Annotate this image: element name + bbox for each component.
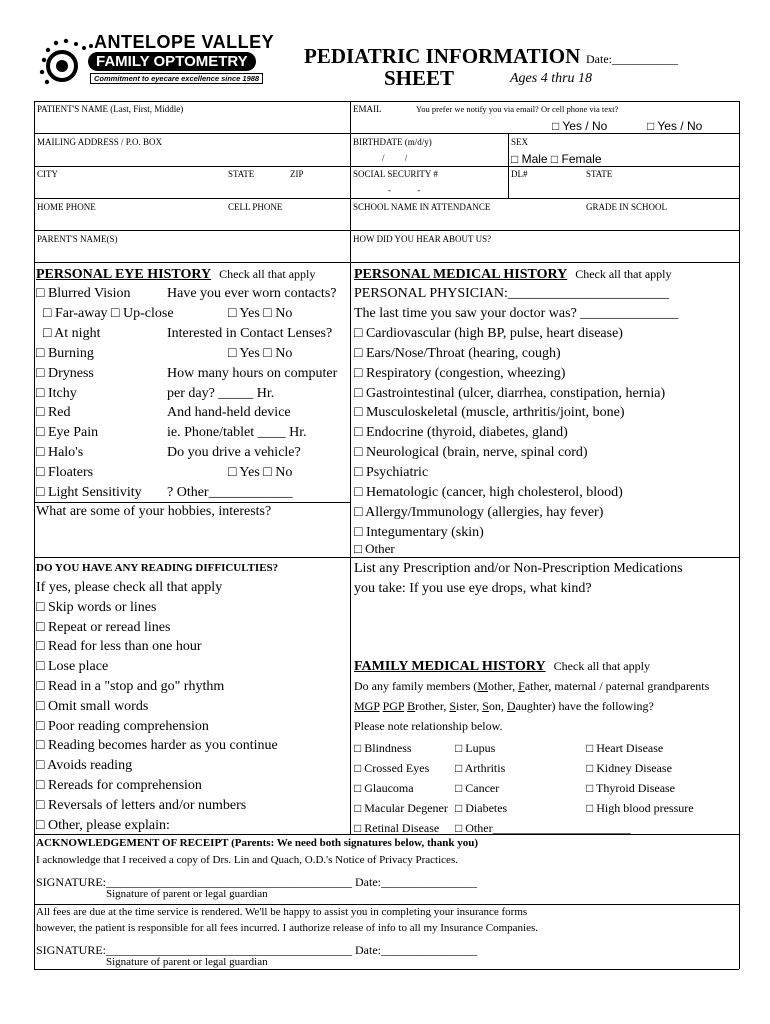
intro-text: aughter) have the following?: [515, 699, 654, 713]
computer-hours-field[interactable]: per day? _____ Hr.: [167, 385, 275, 401]
acknowledgement-signature-field[interactable]: SIGNATURE:_________________________________________ Date:________________: [36, 875, 477, 889]
fees-line1: All fees are due at the time service is rendered. We'll be happy to assist you in completing your insurance forms: [36, 906, 528, 918]
intro-text: other,: [487, 679, 519, 693]
contact-interest-yes-no-checkbox[interactable]: □ Yes □ No: [228, 345, 293, 361]
form-title-line2: SHEET: [384, 66, 455, 90]
device-hours-field[interactable]: ie. Phone/tablet ____ Hr.: [167, 425, 307, 441]
medications-line1: List any Prescription and/or Non-Prescription Medications: [354, 561, 683, 576]
reading-checkbox[interactable]: □ Read in a "stop and go" rhythm: [36, 678, 225, 694]
header-date-field[interactable]: Date:___________: [586, 52, 678, 66]
drive-question: Do you drive a vehicle?: [167, 445, 301, 461]
reading-heading: DO YOU HAVE ANY READING DIFFICULTIES?: [36, 562, 279, 574]
email-field[interactable]: EMAIL: [353, 104, 382, 114]
school-field[interactable]: SCHOOL NAME IN ATTENDANCE: [353, 202, 491, 212]
acknowledgement-signature-caption: Signature of parent or legal guardian: [106, 888, 268, 900]
device-question: And hand-held device: [167, 405, 291, 421]
fees-line2: however, the patient is responsible for all fees incurred. I authorize release of info to all my Insurance Companies.: [36, 922, 539, 934]
form-title-line1: PEDIATRIC INFORMATION: [304, 44, 581, 68]
medical-history-header: [354, 265, 672, 283]
referral-field[interactable]: HOW DID YOU HEAR ABOUT US?: [353, 234, 492, 244]
family-other-field[interactable]: □ Other_______________________: [455, 820, 631, 835]
family-condition-checkbox[interactable]: □ Diabetes: [455, 800, 508, 815]
symptom-checkbox[interactable]: □ Red: [36, 405, 71, 421]
acknowledgement-text: I acknowledge that I received a copy of Drs. Lin and Quach, O.D.'s Notice of Privacy Practices.: [36, 854, 458, 866]
son-abbrev: S: [482, 699, 489, 713]
ssn-dashes: - -: [388, 185, 421, 195]
symptom-checkbox[interactable]: □ Itchy: [36, 385, 77, 401]
family-relationship-note: Please note relationship below.: [354, 719, 503, 733]
condition-checkbox[interactable]: □ Endocrine (thyroid, diabetes, gland): [354, 425, 568, 441]
fees-signature-field[interactable]: SIGNATURE:_________________________________________ Date:________________: [36, 943, 477, 957]
ssn-field[interactable]: SOCIAL SECURITY #: [353, 169, 438, 179]
grade-field[interactable]: GRADE IN SCHOOL: [586, 202, 667, 212]
condition-checkbox[interactable]: □ Integumentary (skin): [354, 524, 484, 540]
last-visit-field[interactable]: The last time you saw your doctor was? ______________: [354, 305, 679, 321]
eye-symptom-list: [36, 284, 174, 503]
mother-abbrev: M: [477, 679, 488, 693]
symptom-checkbox[interactable]: □ Blurred Vision: [36, 286, 131, 301]
clinic-logo: [36, 30, 276, 94]
contacts-question: Have you ever worn contacts?: [167, 286, 337, 301]
symptom-checkbox[interactable]: □ Eye Pain: [36, 425, 99, 441]
drive-yes-no-checkbox[interactable]: □ Yes □ No: [228, 465, 293, 481]
medical-history-check-note: Check all that apply: [575, 267, 672, 281]
reading-checkbox[interactable]: □ Other, please explain:: [36, 817, 170, 833]
family-condition-checkbox[interactable]: □ Cancer: [455, 780, 500, 795]
logo-tagline: Commitment to eyecare excellence since 1988: [90, 73, 263, 84]
birthdate-slashes: / /: [382, 153, 408, 163]
notify-question: You prefer we notify you via email? Or cell phone via text?: [416, 104, 619, 114]
text-yes-no-checkbox[interactable]: □ Yes / No: [647, 119, 703, 133]
family-condition-checkbox[interactable]: □ Blindness: [354, 741, 412, 755]
eye-history-header: [36, 265, 315, 283]
family-condition-checkbox[interactable]: □ Thyroid Disease: [586, 780, 676, 795]
reading-checkbox[interactable]: □ Read for less than one hour: [36, 639, 202, 655]
condition-checkbox[interactable]: □ Psychiatric: [354, 465, 429, 481]
reading-checkbox[interactable]: □ Avoids reading: [36, 758, 133, 774]
pgp-abbrev: PGP: [382, 699, 405, 713]
family-history-header: [354, 657, 650, 675]
reading-checkbox[interactable]: □ Rereads for comprehension: [36, 777, 202, 793]
fees-signature-caption: Signature of parent or legal guardian: [106, 956, 268, 968]
hobbies-field[interactable]: What are some of your hobbies, interests?: [36, 504, 272, 519]
reading-checkbox[interactable]: □ Repeat or reread lines: [36, 619, 171, 635]
reading-checkbox[interactable]: □ Omit small words: [36, 698, 149, 714]
symptom-checkbox[interactable]: □ Far-away □ Up-close: [43, 305, 174, 321]
medical-condition-list: [354, 284, 678, 543]
family-condition-checkbox[interactable]: □ Lupus: [455, 741, 496, 755]
reading-checkbox[interactable]: □ Reversals of letters and/or numbers: [36, 797, 247, 813]
dl-state-field[interactable]: STATE: [586, 169, 613, 179]
eye-question-list: [167, 284, 337, 503]
sex-label: SEX: [511, 137, 529, 147]
medical-other-checkbox[interactable]: □ Other: [354, 541, 395, 556]
zip-field[interactable]: ZIP: [290, 169, 304, 179]
computer-hours-question: How many hours on computer: [167, 365, 338, 381]
reading-checkbox[interactable]: □ Lose place: [36, 659, 109, 675]
daughter-abbrev: D: [506, 699, 516, 713]
mgp-abbrev: MGP: [354, 699, 380, 713]
cell-phone-field[interactable]: CELL PHONE: [228, 202, 283, 212]
symptom-checkbox[interactable]: □ Halo's: [36, 445, 84, 461]
logo-name-line1: ANTELOPE VALLEY: [94, 32, 275, 52]
acknowledgement-heading: ACKNOWLEDGEMENT OF RECEIPT (Parents: We need both signatures below, thank you): [36, 837, 478, 849]
family-col3: [586, 739, 694, 819]
intro-text: ather, maternal / paternal grandparents: [524, 679, 710, 693]
symptom-checkbox[interactable]: □ At night: [43, 325, 101, 341]
family-condition-checkbox[interactable]: □ Glaucoma: [354, 780, 414, 795]
reading-checkbox[interactable]: □ Skip words or lines: [36, 599, 157, 615]
eye-logo-icon: [36, 30, 96, 94]
reading-checkbox[interactable]: □ Reading becomes harder as you continue: [36, 738, 278, 754]
contact-interest-question: Interested in Contact Lenses?: [167, 325, 333, 341]
family-condition-checkbox[interactable]: □ Crossed Eyes: [354, 760, 430, 775]
condition-checkbox[interactable]: □ Allergy/Immunology (allergies, hay fever): [354, 504, 604, 520]
dl-field[interactable]: DL#: [511, 169, 528, 179]
medications-field[interactable]: [354, 559, 683, 599]
condition-checkbox[interactable]: □ Musculoskeletal (muscle, arthritis/joint, bone): [354, 405, 625, 421]
symptom-checkbox[interactable]: □ Light Sensitivity: [36, 485, 142, 501]
reading-instruction: If yes, please check all that apply: [36, 580, 223, 595]
birthdate-field[interactable]: BIRTHDATE (m/d/y): [353, 137, 432, 147]
family-condition-checkbox[interactable]: □ High blood pressure: [586, 800, 694, 815]
condition-checkbox[interactable]: □ Cardiovascular (high BP, pulse, heart disease): [354, 325, 623, 341]
condition-checkbox[interactable]: □ Respiratory (congestion, wheezing): [354, 365, 566, 381]
family-history-heading: FAMILY MEDICAL HISTORY: [354, 659, 546, 674]
eye-history-check-note: Check all that apply: [219, 267, 316, 281]
condition-checkbox[interactable]: □ Ears/Nose/Throat (hearing, cough): [354, 345, 561, 361]
symptom-checkbox[interactable]: □ Burning: [36, 345, 94, 361]
intro-text: on,: [488, 699, 507, 713]
family-condition-checkbox[interactable]: □ Kidney Disease: [586, 760, 672, 775]
sister-abbrev: S: [449, 699, 457, 713]
parents-name-field[interactable]: PARENT'S NAME(S): [37, 234, 118, 244]
family-condition-checkbox[interactable]: □ Heart Disease: [586, 741, 664, 755]
contacts-yes-no-checkbox[interactable]: □ Yes □ No: [228, 305, 293, 321]
state-field[interactable]: STATE: [228, 169, 255, 179]
intro-text: ister,: [456, 699, 483, 713]
email-yes-no-checkbox[interactable]: □ Yes / No: [552, 119, 608, 133]
symptom-checkbox[interactable]: □ Floaters: [36, 465, 94, 481]
family-intro-line1: [354, 679, 709, 694]
patient-name-field[interactable]: PATIENT'S NAME (Last, First, Middle): [37, 104, 184, 114]
family-condition-checkbox[interactable]: □ Retinal Disease: [354, 820, 440, 835]
symptom-checkbox[interactable]: □ Dryness: [36, 365, 94, 381]
home-phone-field[interactable]: HOME PHONE: [37, 202, 96, 212]
medications-line2: you take: If you use eye drops, what kind?: [354, 580, 592, 596]
family-col1: [354, 739, 448, 839]
city-field[interactable]: CITY: [37, 169, 58, 179]
intro-text: rother,: [415, 699, 450, 713]
condition-checkbox[interactable]: □ Neurological (brain, nerve, spinal cord): [354, 445, 588, 461]
age-range: Ages 4 thru 18: [510, 71, 593, 86]
mailing-address-field[interactable]: MAILING ADDRESS / P.O. BOX: [37, 137, 163, 147]
physician-field[interactable]: PERSONAL PHYSICIAN:_______________________: [354, 286, 669, 301]
eye-other-field[interactable]: ? Other____________: [167, 485, 293, 501]
intro-text: Do any family members (: [354, 679, 478, 693]
reading-difficulty-list: [36, 578, 278, 835]
family-condition-checkbox[interactable]: □ Arthritis: [455, 760, 506, 775]
sex-checkbox[interactable]: □ Male □ Female: [511, 152, 602, 166]
brother-abbrev: B: [407, 699, 416, 713]
family-condition-checkbox[interactable]: □ Macular Degener: [354, 800, 448, 815]
family-intro-line2: [354, 699, 654, 714]
condition-checkbox[interactable]: □ Gastrointestinal (ulcer, diarrhea, constipation, hernia): [354, 385, 666, 401]
father-abbrev: F: [518, 679, 525, 693]
condition-checkbox[interactable]: □ Hematologic (cancer, high cholesterol, blood): [354, 485, 623, 501]
family-history-check-note: Check all that apply: [553, 659, 650, 673]
reading-checkbox[interactable]: □ Poor reading comprehension: [36, 718, 209, 734]
eye-history-heading: PERSONAL EYE HISTORY: [36, 267, 212, 282]
logo-name-line2: FAMILY OPTOMETRY: [88, 52, 256, 71]
medical-history-heading: PERSONAL MEDICAL HISTORY: [354, 267, 568, 282]
